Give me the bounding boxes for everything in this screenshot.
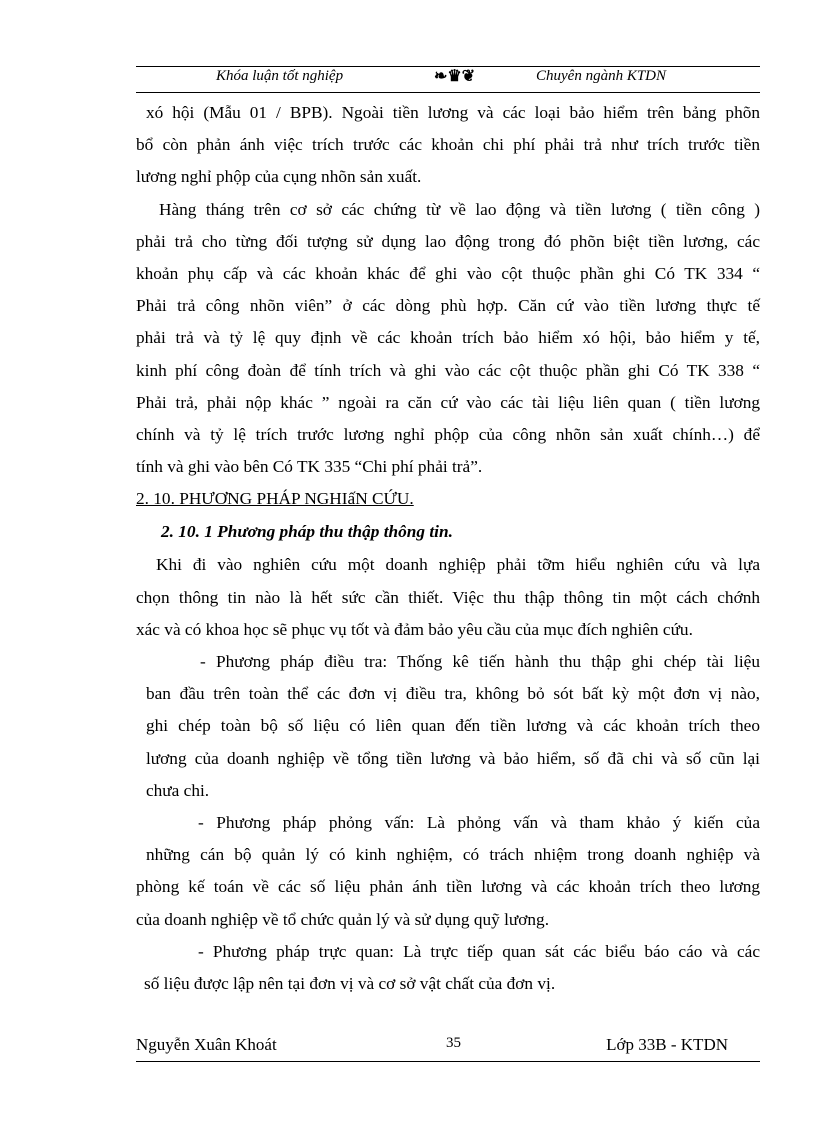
p2-line-5: phải trả và tỷ lệ quy định về các khoản trích bảo hiểm xó hội, bảo hiểm y tế, <box>136 328 760 348</box>
p2-line-2: phải trả cho từng đối tượng sử dụng lao động trong đó phõn biệt tiền lương, các <box>136 231 760 251</box>
p6-line-2: số liệu được lập nên tại đơn vị và cơ sở vật chất của đơn vị. <box>144 973 556 993</box>
p1-line-1: xó hội (Mẫu 01 / BPB). Ngoài tiền lương và các loại bảo hiểm trên bảng phõn <box>146 103 760 122</box>
p2-line-7: Phải trả, phải nộp khác ” ngoài ra căn cứ vào các tài liệu liên quan ( tiền lương <box>136 392 760 412</box>
p5-line-1: - Phương pháp phỏng vấn: Là phỏng vấn và tham khảo ý kiến của <box>198 812 760 832</box>
p4-line-5: chưa chi. <box>146 780 210 800</box>
p2-line-9: tính và ghi vào bên Có TK 335 “Chi phí phải trả”. <box>136 457 483 477</box>
page-header <box>136 64 760 93</box>
p4-line-1: - Phương pháp điều tra: Thống kê tiến hành thu thập ghi chép tài liệu <box>200 652 760 671</box>
document-body <box>136 97 760 1000</box>
footer-author: Nguyễn Xuân Khoát <box>136 1035 277 1054</box>
p4-line-2: ban đầu trên toàn thể các đơn vị điều tra, không bỏ sót bất kỳ một đơn vị nào, <box>146 684 760 704</box>
footer-page-number: 35 <box>446 1035 461 1051</box>
header-major-label: Chuyên ngành KTDN <box>536 68 667 84</box>
p4-line-3: ghi chép toàn bộ số liệu có liên quan đến tiền lương và các khoản trích theo <box>146 716 760 736</box>
p5-line-2: những cán bộ quản lý có kinh nghiệm, có trách nhiệm trong doanh nghiệp và <box>146 845 760 865</box>
p3-line-2: chọn thông tin nào là hết sức cần thiết. Việc thu thập thông tin một cách chớnh <box>136 587 760 607</box>
p1-line-2: bổ còn phản ánh việc trích trước các khoản chi phí phải trả như trích trước tiền <box>136 135 760 155</box>
p3-line-3: xác và có khoa học sẽ phục vụ tốt và đảm bảo yêu cầu của mục đích nghiên cứu. <box>136 619 693 639</box>
p1-line-3: lương nghỉ phộp của cụng nhõn sản xuất. <box>136 167 422 187</box>
subsection-heading: 2. 10. 1 Phương pháp thu thập thông tin. <box>161 522 453 542</box>
page-footer <box>136 1031 760 1062</box>
header-ornament-icon: ❧♛❦ <box>434 68 476 85</box>
p5-line-4: của doanh nghiệp về tổ chức quản lý và sử dụng quỹ lương. <box>136 909 550 929</box>
header-thesis-label: Khóa luận tốt nghiệp <box>216 68 344 84</box>
p2-line-3: khoản phụ cấp và các khoản khác để ghi vào cột thuộc phần ghi Có TK 334 “ <box>136 263 760 283</box>
p5-line-3: phòng kế toán về các số liệu phản ánh tiền lương và các khoản trích theo lương <box>136 877 760 897</box>
p3-line-1: Khi đi vào nghiên cứu một doanh nghiệp phải tỡm hiểu nghiên cứu và lựa <box>156 555 760 575</box>
p4-line-4: lương của doanh nghiệp về tổng tiền lương và bảo hiểm, số đã chi và số cũn lại <box>146 748 760 768</box>
p2-line-6: kinh phí công đoàn để tính trích và ghi vào các cột thuộc phần ghi Có TK 338 “ <box>136 360 760 380</box>
footer-class: Lớp 33B - KTDN <box>606 1035 728 1054</box>
p2-line-8: chính và tỷ lệ trích trước lương nghỉ phộp của công nhõn sản xuất chính…) để <box>136 424 760 444</box>
p2-line-4: Phải trả công nhõn viên” ở các dòng phù hợp. Căn cứ vào tiền lương thực tế <box>136 296 760 316</box>
p2-line-1: Hàng tháng trên cơ sở các chứng từ về lao động và tiền lương ( tiền công ) <box>159 199 760 219</box>
p6-line-1: - Phương pháp trực quan: Là trực tiếp quan sát các biểu báo cáo và các <box>198 941 760 961</box>
section-heading: 2. 10. PHƯƠNG PHÁP NGHIấN CỨU. <box>136 489 414 509</box>
